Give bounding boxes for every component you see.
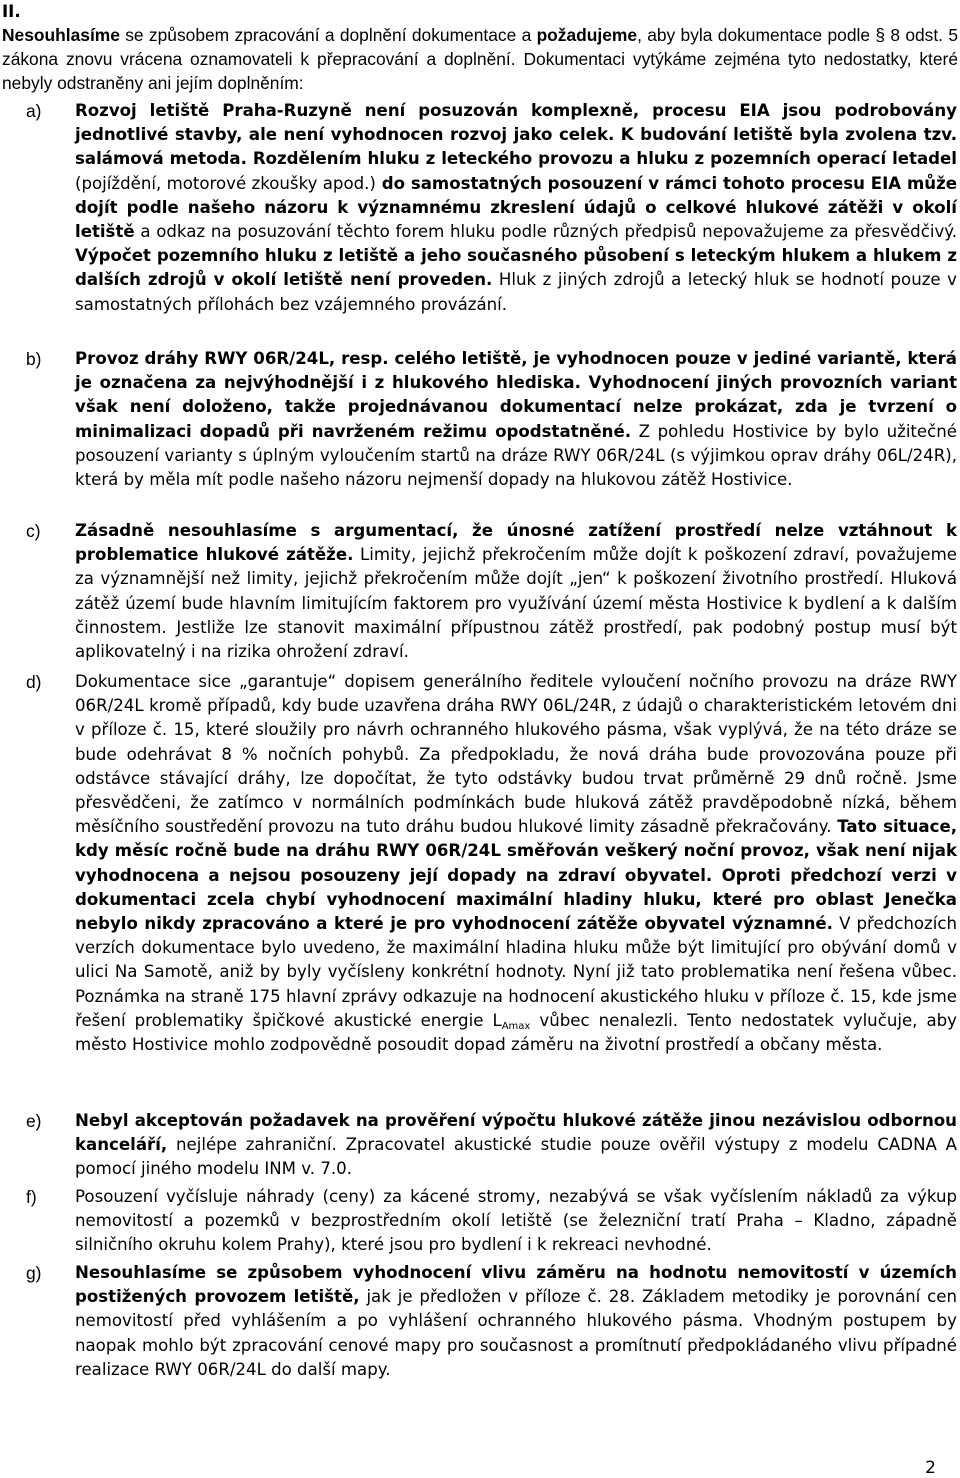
text-run: (pojíždění, motorové zkoušky apod.): [75, 173, 376, 193]
bold-text-run: do samostatných posouzení v rámci tohoto procesu EIA může dojít podle našeho názoru k významnému zkreslení údajů o celkové hlukové zátěži v okolí letiště: [75, 173, 957, 242]
item-text: [75, 519, 957, 664]
item-marker: g): [26, 1263, 42, 1283]
intro-bold-1: Nesouhlasíme: [2, 25, 120, 45]
text-run: V předchozích verzích dokumentace bylo uvedeno, že maximální hladina hluku může být limitující pro obývání domů v ulici Na Samotě, aniž by byly vyčísleny konkrétní hodnoty. Nyní již tato problematika není řešena vůbec. Poznámka na straně 175 hlavní zprávy odkazuje na hodnocení akustického hluku v příloze č. 15, kde jsme řešení problematiky špičkové akustické energie L: [75, 914, 957, 1030]
bold-text-run: Nesouhlasíme se způsobem vyhodnocení vlivu záměru na hodnotu nemovitostí v územích postižených provozem letiště,: [75, 1263, 957, 1307]
item-marker: c): [26, 521, 41, 541]
item-marker: a): [26, 101, 42, 121]
bold-text-run: Tato situace, kdy měsíc ročně bude na dráhu RWY 06R/24L směřován veškerý noční provoz, však není nijak vyhodnocena a nejsou posouzeny její dopady na zdraví obyvatel. Oproti předchozí verzi v dokumentaci zcela chybí vyhodnocení maximální hladiny hluku, které pro oblast Jenečka nebylo nikdy zpracováno a které je pro vyhodnocení zátěže obyvatel významné.: [75, 817, 957, 934]
item-marker: b): [26, 349, 42, 369]
item-marker: d): [26, 672, 42, 692]
item-text: [75, 347, 957, 492]
text-run: Dokumentace sice „garantuje“ dopisem generálního ředitele vyloučení nočního provozu na dráze RWY 06R/24L kromě případů, kdy bude uzavřena dráha RWY 06L/24R, z údajů o charakteristickém letovém dni v příloze č. 15, které sloužily pro návrh ochranného hlukového pásma, však vyplývá, že na této dráze se bude odehrávat 8 % nočních pohybů. Za předpokladu, že nová dráha bude provozována pouze při odstávce stávající dráhy, lze dopočítat, že tyto odstávky budou trvat průměrně 29 dnů ročně. Jsme přesvědčeni, že zatímco v normálních podmínkách bude hluková zátěž pravděpodobně nízká, během měsíčního soustředění provozu na tuto dráhu budou hlukové limity zásadně překračovány.: [75, 672, 957, 837]
intro-text-1: se způsobem zpracování a doplnění dokumentace a: [119, 25, 537, 45]
intro-text-2: , aby byla dokumentace podle § 8 odst. 5 zákona znovu vrácena oznamovateli k přepracování a doplnění. Dokumentaci vytýkáme zejména tyto nedostatky, které nebyly odstraněny ani jejím doplněním:: [2, 25, 958, 94]
intro-paragraph: [2, 23, 958, 96]
text-run: Posouzení vyčísluje náhrady (ceny) za kácené stromy, nezabývá se však vyčíslením nákladů za výkup nemovitostí a pozemků v bezprostředním okolí letiště (se železniční tratí Praha – Kladno, západně silničního okruhu kolem Prahy), které jsou pro bydlení i k rekreaci nevhodné.: [75, 1187, 957, 1255]
item-text: [75, 1109, 957, 1182]
bold-text-run: Výpočet pozemního hluku z letiště a jeho současného působení s leteckým hlukem a hlukem z dalších zdrojů v okolí letiště není proveden.: [75, 246, 957, 290]
item-marker: e): [26, 1111, 42, 1131]
bold-text-run: Nebyl akceptován požadavek na prověření výpočtu hlukové zátěže jinou nezávislou odbornou kanceláří,: [75, 1111, 957, 1155]
text-run: a odkaz na posuzování těchto forem hluku podle různých předpisů nepovažujeme za přesvědčivý.: [134, 222, 957, 242]
text-run: nejlépe zahraniční. Zpracovatel akustické studie pouze ověřil výstupy z modelu CADNA A pomocí jiného modelu INM v. 7.0.: [75, 1135, 957, 1179]
text-run: jak je předložen v příloze č. 28. Základem metodiky je porovnání cen nemovitostí před vyhlášením a po vyhlášení ochranného hlukového pásma. Vhodným postupem by naopak mohlo být zpracování cenové mapy pro současnost a promítnutí předpokládaného vlivu případné realizace RWY 06R/24L do další mapy.: [75, 1287, 957, 1379]
subscript-text: Amax: [501, 1020, 531, 1032]
item-marker: f): [26, 1187, 37, 1207]
bold-text-run: Provoz dráhy RWY 06R/24L, resp. celého letiště, je vyhodnocen pouze v jediné variantě, která je označena za nejvýhodnější i z hlukového hlediska. Vyhodnocení jiných provozních variant však není doloženo, takže projednávanou dokumentací nelze prokázat, zda je tvrzení o minimalizaci dopadů při navrženém režimu opodstatněné.: [75, 349, 957, 441]
text-run: vůbec nenalezli. Tento nedostatek vylučuje, aby město Hostivice mohlo zodpovědně posoudit dopad záměru na životní prostředí a občany města.: [75, 1010, 957, 1055]
intro-bold-2: požadujeme: [536, 25, 638, 45]
bold-text-run: Rozvoj letiště Praha-Ruzyně není posuzován komplexně, procesu EIA jsou podrobovány jednotlivé stavby, ale není vyhodnocen rozvoj jako celek. K budování letiště byla zvolena tzv. salámová metoda. Rozdělením hluku z leteckého provozu a hluku z pozemních operací letadel: [75, 101, 957, 169]
page-number: 2: [925, 1458, 936, 1478]
section-heading: II.: [2, 2, 21, 21]
text-run: Hluk z jiných zdrojů a letecký hluk se hodnotí pouze v samostatných přílohách bez vzájemného provázání.: [75, 270, 957, 314]
item-text: [75, 1185, 957, 1258]
item-text: [75, 670, 957, 1057]
text-run: Limity, jejichž překročením může dojít k poškození zdraví, považujeme za významnější než limity, jejichž překročením může dojít „jen“ k poškození životního prostředí. Hluková zátěž území bude hlavním limitujícím faktorem pro využívání území města Hostivice k bydlení a k dalším činnostem. Jestliže lze stanovit maximální přípustnou zátěž prostředí, pak podobný postup musí být aplikovatelný i na rizika ohrožení zdraví.: [75, 545, 958, 662]
item-text: [75, 1261, 957, 1382]
text-run: Z pohledu Hostivice by bylo užitečné posouzení varianty s úplným vyloučením startů na dráze RWY 06R/24L (s výjimkou oprav dráhy 06L/24R), která by měla mít podle našeho názoru nejmenší dopady na hlukovou zátěž Hostivice.: [75, 421, 957, 490]
item-text: [75, 99, 957, 317]
bold-text-run: Zásadně nesouhlasíme s argumentací, že únosné zatížení prostředí nelze vztáhnout k problematice hlukové zátěže.: [75, 521, 957, 565]
